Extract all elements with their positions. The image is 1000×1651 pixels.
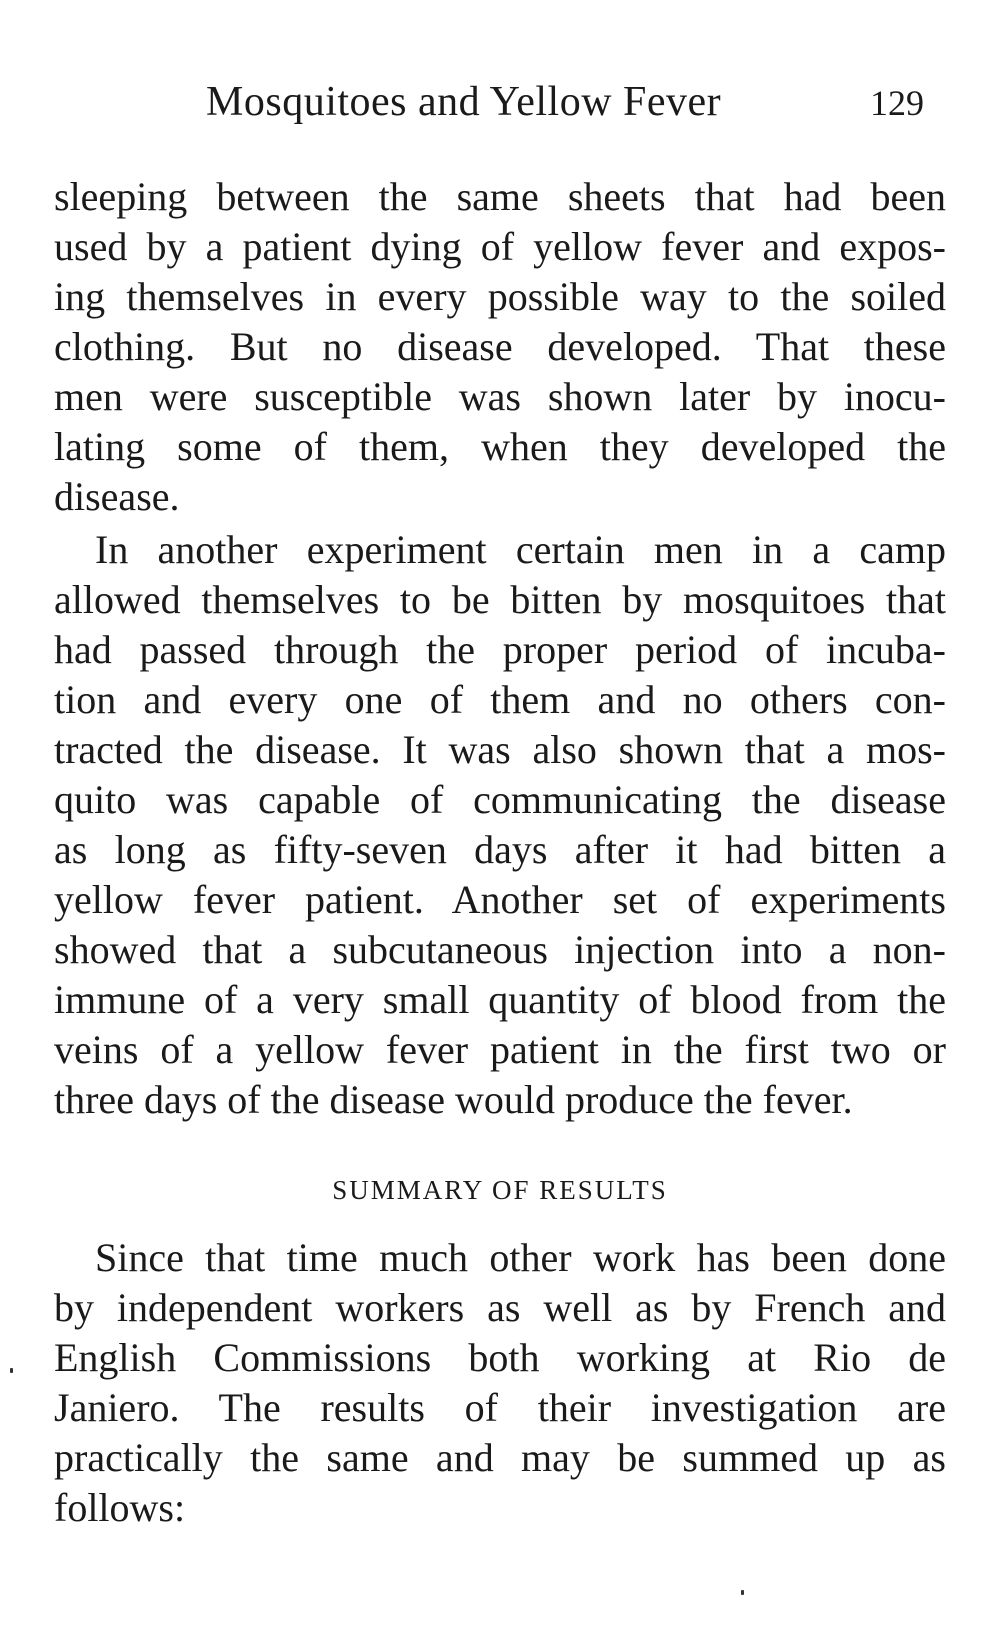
text-line: tion and every one of them and no others con- xyxy=(54,677,946,722)
text-line: used by a patient dying of yellow fever and expos- xyxy=(54,224,946,269)
text-line: by independent workers as well as by French and xyxy=(54,1285,946,1330)
text-line: clothing. But no disease developed. That these xyxy=(54,324,946,369)
scan-speck xyxy=(10,1368,13,1373)
running-head xyxy=(0,78,1000,138)
text-line: disease. xyxy=(54,474,180,519)
section-heading: SUMMARY OF RESULTS xyxy=(332,1175,668,1205)
text-line: had passed through the proper period of incuba- xyxy=(54,627,946,672)
text-line: sleeping between the same sheets that had been xyxy=(54,174,946,219)
page-number: 129 xyxy=(870,83,924,123)
text-line: English Commissions both working at Rio de xyxy=(54,1335,946,1380)
text-line: follows: xyxy=(54,1485,186,1530)
text-line: lating some of them, when they developed the xyxy=(54,424,946,469)
scan-speck xyxy=(741,1590,744,1595)
paragraph-3 xyxy=(54,1233,946,1533)
text-line: men were susceptible was shown later by inocu- xyxy=(54,374,946,419)
running-title: Mosquitoes and Yellow Fever xyxy=(206,79,722,125)
text-line: veins of a yellow fever patient in the first two or xyxy=(54,1027,946,1072)
text-line: tracted the disease. It was also shown that a mos- xyxy=(54,727,946,772)
text-line: Janiero. The results of their investigation are xyxy=(54,1385,946,1430)
text-line: as long as fifty-seven days after it had bitten a xyxy=(54,827,946,872)
text-line: practically the same and may be summed up as xyxy=(54,1435,946,1480)
text-line: In another experiment certain men in a camp xyxy=(95,527,946,572)
text-line: immune of a very small quantity of blood from the xyxy=(54,977,946,1022)
text-line: showed that a subcutaneous injection into a non- xyxy=(54,927,946,972)
text-line: ing themselves in every possible way to the soiled xyxy=(54,274,946,319)
paragraph-1 xyxy=(54,172,946,522)
text-line: quito was capable of communicating the disease xyxy=(54,777,946,822)
text-line: three days of the disease would produce the fever. xyxy=(54,1077,853,1122)
text-line: yellow fever patient. Another set of experiments xyxy=(54,877,946,922)
text-line: allowed themselves to be bitten by mosquitoes that xyxy=(54,577,946,622)
text-line: Since that time much other work has been done xyxy=(95,1235,946,1280)
paragraph-2 xyxy=(54,525,946,1125)
